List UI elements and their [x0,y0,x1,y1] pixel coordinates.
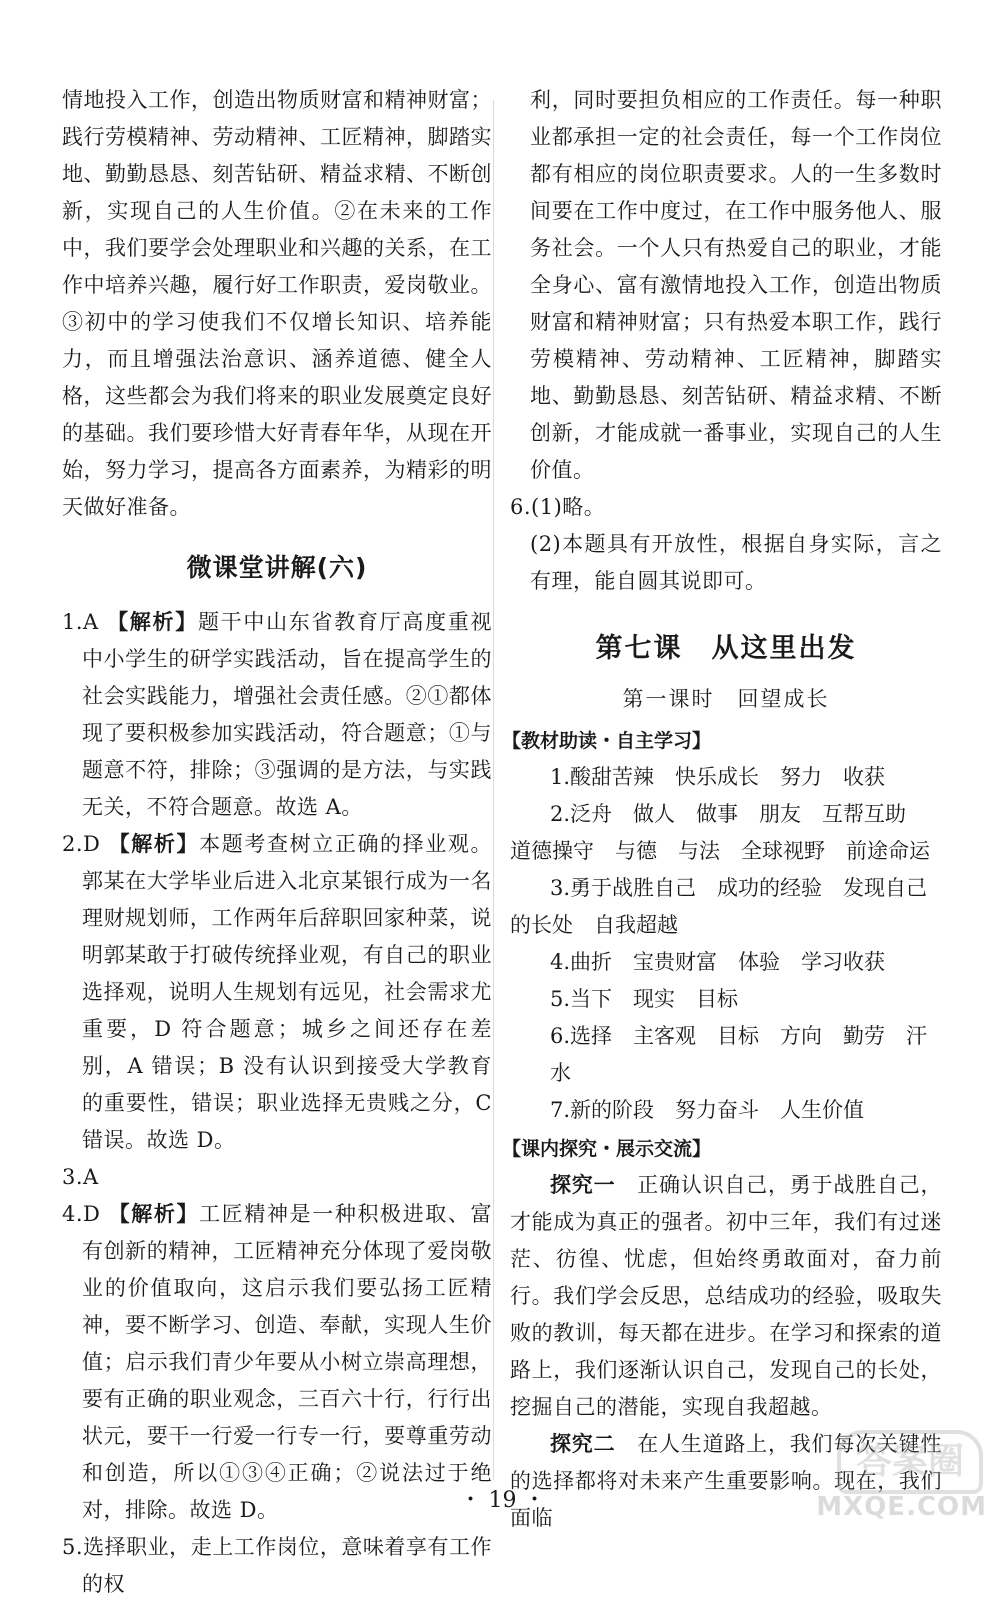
watermark-logo: 答案圈 [837,1430,983,1494]
list-item: 2.泛舟 做人 做事 朋友 互帮互助 道德操守 与德 与法 全球视野 前途命运 [510,802,930,863]
exploration-1 [510,1167,942,1426]
item-text: 选择职业，走上工作岗位，意味着享有工作的权 [82,1535,492,1596]
exploration-tag: 探究一 [550,1173,616,1197]
watermark-site: MXQE.COM [816,1492,987,1522]
analysis-tag: 【解析】 [108,832,200,856]
exploration-text: 在人生道路上，我们每次关键性的选择都将对未来产生重要影响。现在，我们面临 [510,1432,943,1530]
box-heading-exploration: 【课内探究・展示交流】 [502,1138,712,1160]
analysis-tag: 【解析】 [108,1202,200,1226]
list-item: 4.曲折 宝贵财富 体验 学习收获 [550,950,886,974]
list-item: 5.当下 现实 目标 [550,987,739,1011]
list-item: 7.新的阶段 努力奋斗 人生价值 [550,1098,865,1122]
section-title: 微课堂讲解(六) [186,553,368,582]
item-number: 2.D [62,832,101,856]
answer-item-6a: 6.(1)略。 [510,495,606,519]
item-number: 1.A [62,610,99,634]
item-text: 本题考查树立正确的择业观。郭某在大学毕业后进入北京某银行成为一名理财规划师，工作两年后辞职回家种菜，说明郭某敢于打破传统择业观，有自己的职业选择观，说明人生规划有远见，社会需求尤重要，D 符合题意；城乡之间还存在差别，A 错误；B 没有认识到接受大学教育的重要性，错误；职业选择无贵贱之分，C 错误。故选 D。 [82,832,493,1152]
analysis-tag: 【解析】 [107,610,198,634]
exploration-tag: 探究二 [550,1432,616,1456]
intro-paragraph: 情地投入工作，创造出物质财富和精神财富；践行劳模精神、劳动精神、工匠精神，脚踏实地、勤勤恳恳、刻苦钻研、精益求精、不断创新，实现自己的人生价值。②在未来的工作中，我们要学会处理职业和兴趣的关系，在工作中培养兴趣，履行好工作职责，爱岗敬业。③初中的学习使我们不仅增长知识、培养能力，而且增强法治意识、涵养道德、健全人格，这些都会为我们将来的职业发展奠定良好的基础。我们要珍惜大好青春年华，从现在开始，努力学习，提高各方面素养，为精彩的明天做好准备。 [62,88,492,519]
item-number: 3.A [62,1165,99,1189]
answer-item-1 [62,604,492,826]
lesson-subtitle: 第一课时 回望成长 [622,687,830,711]
list-item: 3.勇于战胜自己 成功的经验 发现自己的长处 自我超越 [510,876,928,937]
item-number: 4.D [62,1202,101,1226]
exploration-text: 正确认识自己，勇于战胜自己，才能成为真正的强者。初中三年，我们有过迷茫、彷徨、忧虑，但始终勇敢面对，奋力前行。我们学会反思，总结成功的经验，吸取失败的教训，每天都在进步。在学习和探索的道路上，我们逐渐认识自己，发现自己的长处，挖掘自己的潜能，实现自我超越。 [510,1173,943,1419]
lesson-title: 第七课 从这里出发 [595,633,857,664]
answer-item-4 [62,1196,492,1529]
list-item: 1.酸甜苦辣 快乐成长 努力 收获 [550,765,886,789]
list-item: 6.选择 主客观 目标 方向 勤劳 汗水 [550,1024,928,1085]
item-5-continuation: 利，同时要担负相应的工作责任。每一种职业都承担一定的社会责任，每一个工作岗位都有相应的岗位职责要求。人的一生多数时间要在工作中度过，在工作中服务他人、服务社会。一个人只有热爱自己的职业，才能全身心、富有激情地投入工作，创造出物质财富和精神财富；只有热爱本职工作，践行劳模精神、劳动精神、工匠精神，脚踏实地、勤勤恳恳、刻苦钻研、精益求精、不断创新，才能成就一番事业，实现自己的人生价值。 [530,88,942,482]
watermark [816,1430,991,1522]
item-number: 5. [62,1535,84,1559]
item-text: 题干中山东省教育厅高度重视中小学生的研学实践活动，旨在提高学生的社会实践能力，增强社会责任感。②①都体现了要积极参加实践活动，符合题意；①与题意不符，排除；③强调的是方法，与实践无关，不符合题意。故选 A。 [82,610,492,819]
answer-item-6b: (2)本题具有开放性，根据自身实际，言之有理，能自圆其说即可。 [530,532,942,593]
answer-item-5 [62,1529,492,1603]
answer-item-3 [62,1159,492,1196]
box-heading-self-study: 【教材助读・自主学习】 [502,730,712,752]
answer-item-2 [62,826,492,1159]
page-number: ・ 19 ・ [459,1488,546,1513]
item-text: 工匠精神是一种积极进取、富有创新的精神，工匠精神充分体现了爱岗敬业的价值取向，这启示我们要弘扬工匠精神，要不断学习、创造、奉献，实现人生价值；启示我们青少年要从小树立崇高理想，要有正确的职业观念，三百六十行，行行出状元，要干一行爱一行专一行，要尊重劳动和创造，所以①③④正确；②说法过于绝对，排除。故选 D。 [82,1202,493,1522]
column-divider [493,100,494,1480]
left-column [62,82,492,1603]
